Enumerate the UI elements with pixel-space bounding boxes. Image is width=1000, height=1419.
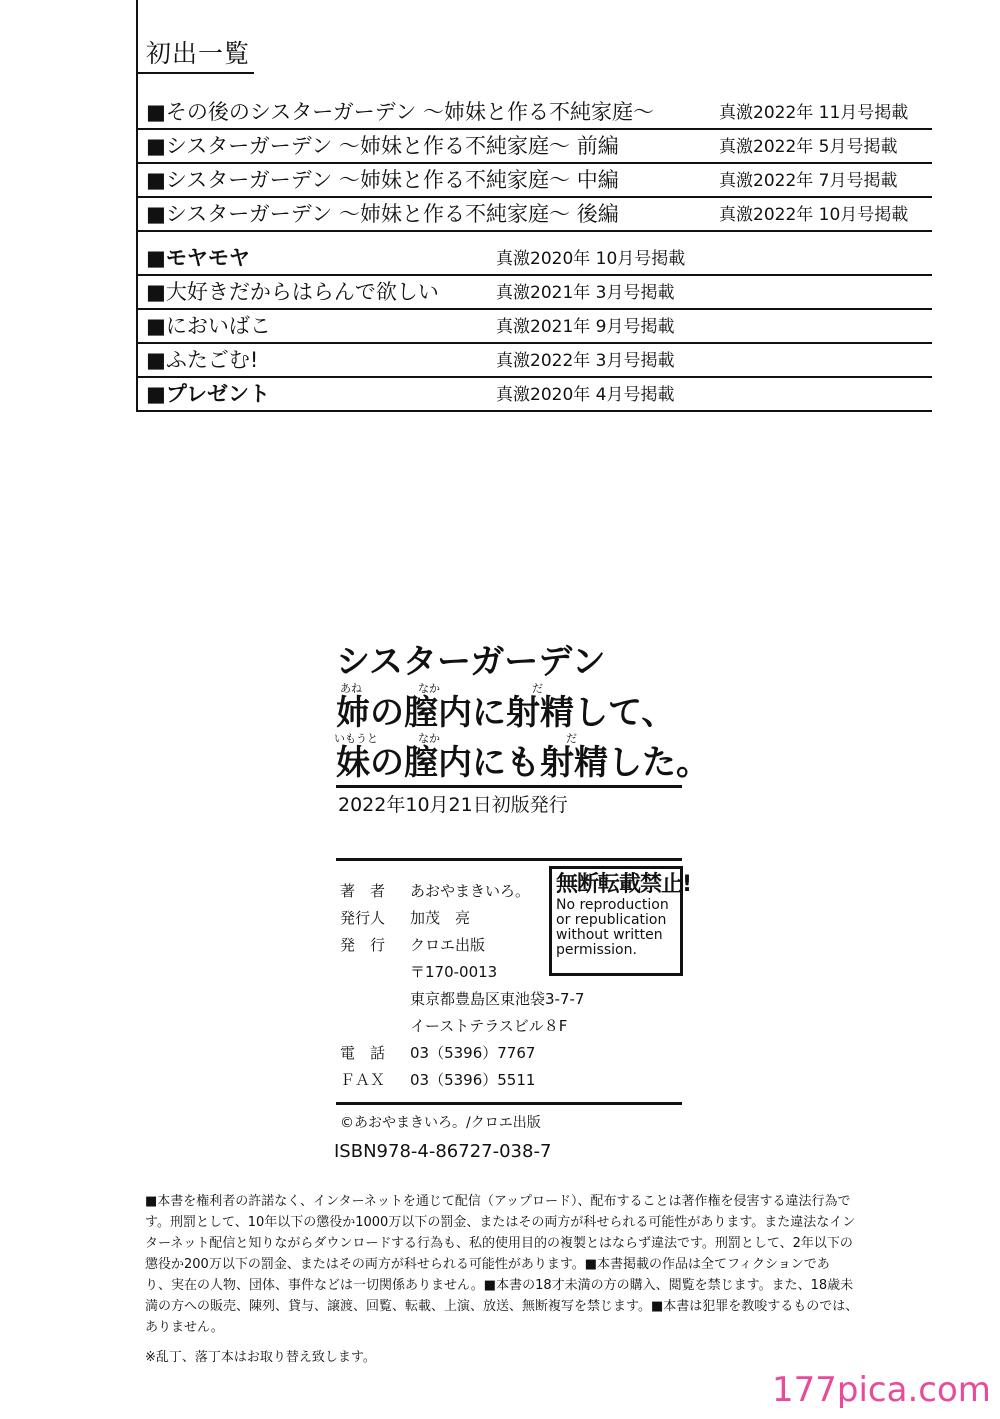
ruby-naka: なか [418,732,440,745]
isbn: ISBN978-4-86727-038-7 [334,1141,552,1162]
ruby-ane: あね [340,682,362,695]
work-publication: 真激2022年 7月号掲載 [719,171,898,191]
work-title: ■シスターガーデン ～姉妹と作る不純家庭～ 中編 [146,168,619,192]
list-item [136,198,932,232]
legal-line: ありません。 [145,1320,224,1335]
work-title: ■においばこ [146,314,271,338]
legal-line: り、実在の人物、団体、事件などは一切関係ありません。■本書の18才未満の方の購入、閲覧を禁じます。また、18歳未 [145,1278,854,1293]
work-publication: 真激2022年 10月号掲載 [719,205,909,225]
publisher-label: 発 行 [340,936,386,954]
list-item [136,130,932,164]
work-title: ■シスターガーデン ～姉妹と作る不純家庭～ 前編 [146,134,619,158]
work-title: ■シスターガーデン ～姉妹と作る不純家庭～ 後編 [146,202,619,226]
divider [336,858,682,861]
phone-label: 電 話 [340,1044,386,1062]
author-name: あおやまきいろ。 [410,882,531,900]
work-publication: 真激2022年 3月号掲載 [496,351,675,371]
book-title-line-2: 姉の膣内に射精して、 [336,693,676,733]
work-publication: 真激2020年 10月号掲載 [496,249,686,269]
fax-label: ＦＡＸ [340,1071,386,1089]
publisher-person: 加茂 亮 [410,909,471,927]
work-title: ■その後のシスターガーデン ～姉妹と作る不純家庭～ [146,100,655,124]
site-watermark: 177pica.com [772,1370,991,1410]
copyright-notice: ©あおやまきいろ。/クロエ出版 [340,1115,541,1131]
publisher-name: クロエ出版 [410,936,486,954]
list-item [136,242,932,276]
ruby-imouto: いもうと [334,732,378,745]
address-line-2: イーストテラスビル８F [410,1017,568,1035]
work-title: ■モヤモヤ [146,246,250,270]
ruby-naka: なか [418,682,440,695]
replacement-note: ※乱丁、落丁本はお取り替え致します。 [145,1350,376,1365]
stamp-japanese: 無断転載禁止! [556,872,692,897]
divider [336,1102,682,1105]
fax-number: 03（5396）5511 [410,1071,536,1089]
divider [336,785,682,788]
work-title: ■ふたごむ! [146,348,259,372]
phone-number: 03（5396）7767 [410,1044,536,1062]
list-item [136,276,932,310]
book-title-line-3: 妹の膣内にも射精した。 [336,743,710,783]
no-reproduction-stamp [549,866,692,976]
list-item [136,164,932,198]
legal-line: ターネット配信と知りながらダウンロードする行為も、私的使用目的の複製とはならず違法です。刑罰として、2年以下の [145,1236,853,1251]
publisher-person-label: 発行人 [340,909,386,927]
address-line-1: 東京都豊島区東池袋3-7-7 [410,990,585,1008]
work-publication: 真激2022年 11月号掲載 [719,103,909,123]
list-item [136,310,932,344]
legal-line: す。刑罰として、10年以下の懲役か1000万以下の罰金、またはその両方が科せられる可能性があります。また違法なイン [145,1215,856,1230]
work-publication: 真激2021年 9月号掲載 [496,317,675,337]
work-publication: 真激2021年 3月号掲載 [496,283,675,303]
work-publication: 真激2020年 4月号掲載 [496,385,675,405]
work-publication: 真激2022年 5月号掲載 [719,137,898,157]
legal-notice [145,1191,890,1338]
postal-code: 〒170-0013 [410,963,498,981]
legal-line: 懲役か200万以下の罰金、またはその両方が科せられる可能性があります。■本書掲載の作品は全てフィクションであ [145,1257,830,1272]
list-item [136,378,932,412]
ruby-da: だ [532,682,543,695]
legal-line: 満の方への販売、陳列、貸与、譲渡、回覧、転載、上演、放送、無断複写を禁じます。■本書は犯罪を教唆するものでは、 [145,1299,859,1314]
work-title: ■大好きだからはらんで欲しい [146,280,439,304]
first-appearance-heading: 初出一覧 [146,39,251,68]
list-item [136,344,932,378]
stamp-english: No reproduction or republication without written permission. [556,897,669,958]
ruby-da: だ [566,732,577,745]
list-item [136,96,932,130]
author-label: 著 者 [340,882,386,900]
book-title-line-1: シスターガーデン [336,642,606,682]
work-title: ■プレゼント [146,382,271,406]
heading-underline [136,72,254,74]
legal-line: ■本書を権利者の許諾なく、インターネットを通じて配信（アップロード）、配布することは著作権を侵害する違法行為で [145,1194,851,1209]
publication-date: 2022年10月21日初版発行 [338,794,568,816]
